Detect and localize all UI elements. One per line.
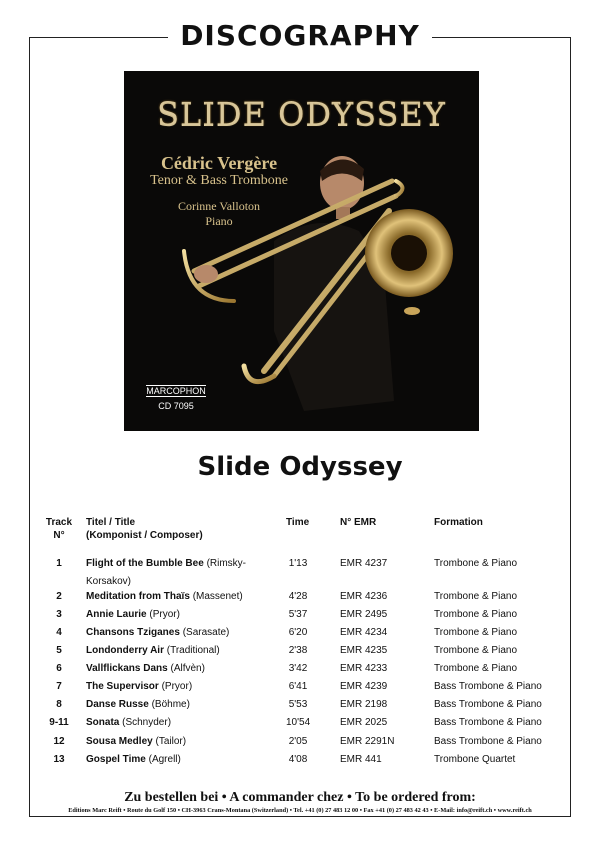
track-title: Vallflickans Dans (Alfvèn) (86, 663, 205, 674)
header-track (44, 516, 74, 542)
track-number: 4 (56, 627, 62, 638)
track-formation: Trombone & Piano (434, 609, 518, 620)
track-number: 6 (56, 663, 62, 674)
artist-name: Cédric Vergère (160, 153, 278, 173)
track-title: Danse Russe (Böhme) (86, 699, 190, 710)
track-formation: Trombone & Piano (434, 645, 518, 656)
track-time: 5'53 (288, 699, 308, 710)
header-title-line1: Titel / Title (86, 517, 136, 528)
header-title-line2: (Komponist / Composer) (86, 530, 203, 541)
track-number: 12 (53, 736, 65, 747)
track-formation: Bass Trombone & Piano (434, 736, 542, 747)
track-title: Meditation from Thaïs (Massenet) (86, 591, 243, 602)
track-emr: EMR 4233 (340, 663, 388, 674)
track-formation: Bass Trombone & Piano (434, 699, 542, 710)
track-emr: EMR 4234 (340, 627, 388, 638)
catalog-number: CD 7095 (158, 401, 194, 411)
track-time: 3'42 (288, 663, 308, 674)
track-time: 4'28 (288, 591, 308, 602)
track-number: 2 (56, 591, 62, 602)
track-number: 3 (56, 609, 62, 620)
album-cover (124, 71, 479, 431)
track-time: 2'38 (288, 645, 308, 656)
page-title-wrap (0, 18, 600, 54)
page-title: DISCOGRAPHY (168, 18, 432, 54)
track-formation: Trombone Quartet (434, 754, 516, 765)
order-line: Zu bestellen bei • A commander chez • To be ordered from: (124, 790, 476, 805)
track-number: 9-11 (49, 717, 69, 728)
record-label-name: MARCOPHON (146, 386, 206, 396)
track-number: 7 (56, 681, 62, 692)
track-formation: Bass Trombone & Piano (434, 717, 542, 728)
track-emr: EMR 4239 (340, 681, 388, 692)
track-formation: Trombone & Piano (434, 627, 518, 638)
track-formation: Trombone & Piano (434, 663, 518, 674)
track-number: 1 (56, 558, 62, 569)
track-emr: EMR 2495 (340, 609, 388, 620)
track-emr: EMR 4236 (340, 591, 388, 602)
track-emr: EMR 2198 (340, 699, 388, 710)
track-title: The Supervisor (Pryor) (86, 681, 193, 692)
track-number: 8 (56, 699, 62, 710)
track-formation: Trombone & Piano (434, 558, 518, 569)
track-title: Sonata (Schnyder) (86, 717, 172, 728)
album-heading: Slide Odyssey (197, 452, 403, 482)
track-title: Gospel Time (Agrell) (86, 754, 181, 765)
header-emr: N° EMR (340, 517, 377, 528)
track-emr: EMR 2025 (340, 717, 388, 728)
track-number: 13 (53, 754, 65, 765)
track-emr: EMR 2291N (340, 736, 395, 747)
track-title: Londonderry Air (Traditional) (86, 645, 220, 656)
track-time: 2'05 (288, 736, 308, 747)
track-time: 4'08 (288, 754, 308, 765)
record-label-logo (146, 385, 206, 411)
track-title: Sousa Medley (Tailor) (86, 736, 187, 747)
pianist-role: Piano (205, 214, 233, 228)
publisher-contact: Editions Marc Reift • Route du Golf 150 • CH-3963 Crans-Montana (Switzerland) • Tel. +41 (0) 27 483 12 00 • Fax +41 (0) 27 483 42 43 • E-Mail: info@reift.ch • www.reift.ch (68, 807, 532, 814)
track-emr: EMR 441 (340, 754, 382, 765)
header-track-line2: N° (53, 530, 65, 541)
track-time: 6'20 (288, 627, 308, 638)
track-formation: Bass Trombone & Piano (434, 681, 542, 692)
header-time: Time (286, 517, 310, 528)
track-number: 5 (56, 645, 62, 656)
track-title: Annie Laurie (Pryor) (86, 609, 180, 620)
track-time: 6'41 (288, 681, 308, 692)
album-cover-title: SLIDE ODYSSEY (157, 95, 446, 133)
track-title: Flight of the Bumble Bee (Rimsky- Korsakov) (86, 558, 246, 587)
track-formation: Trombone & Piano (434, 591, 518, 602)
artist-role: Tenor & Bass Trombone (150, 173, 288, 188)
track-emr: EMR 4237 (340, 558, 388, 569)
header-formation: Formation (434, 517, 483, 528)
pianist-name: Corinne Valloton (177, 199, 261, 213)
header-track-line1: Track (45, 517, 73, 528)
track-emr: EMR 4235 (340, 645, 388, 656)
track-time: 1'13 (288, 558, 308, 569)
track-time: 5'37 (288, 609, 308, 620)
track-title: Chansons Tziganes (Sarasate) (86, 627, 230, 638)
track-time: 10'54 (286, 717, 311, 728)
header-title (86, 516, 203, 542)
